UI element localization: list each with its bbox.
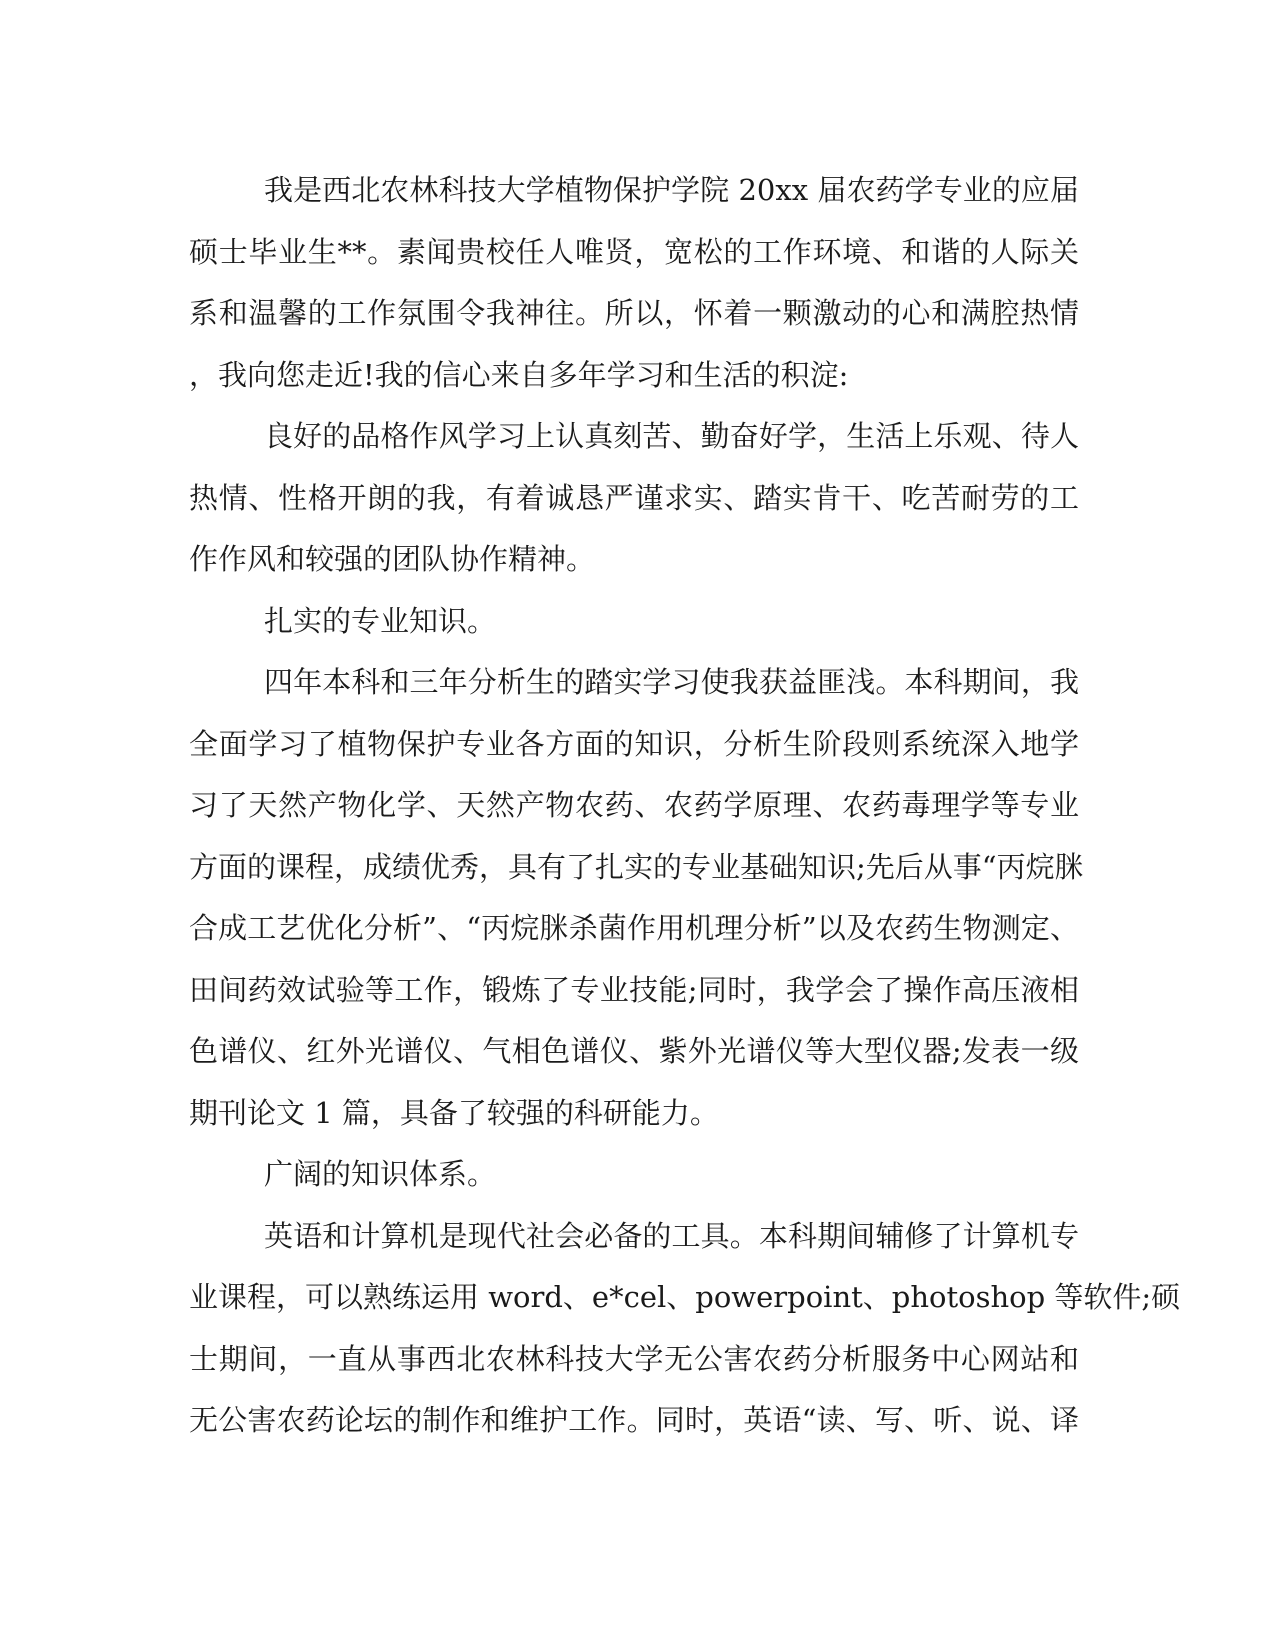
- text-line: 英语和计算机是现代社会必备的工具。本科期间辅修了计算机专: [264, 1218, 1079, 1253]
- text-line: 期刊论文 1 篇，具备了较强的科研能力。: [189, 1095, 719, 1130]
- text-line: 系和温馨的工作氛围令我神往。所以，怀着一颗激动的心和满腔热情: [189, 296, 1079, 330]
- text-line: 色谱仪、红外光谱仪、气相色谱仪、紫外光谱仪等大型仪器;发表一级: [189, 1034, 1079, 1068]
- text-line: 硕士毕业生**。素闻贵校任人唯贤，宽松的工作环境、和谐的人际关: [189, 234, 1079, 269]
- text-line: 良好的品格作风学习上认真刻苦、勤奋好学，生活上乐观、待人: [264, 419, 1079, 453]
- text-line: 热情、性格开朗的我，有着诚恳严谨求实、踏实肯干、吃苦耐劳的工: [189, 480, 1079, 515]
- text-line: 方面的课程，成绩优秀，具有了扎实的专业基础知识;先后从事“丙烷脒: [189, 849, 1084, 884]
- text-line: ，我向您走近!我的信心来自多年学习和生活的积淀:: [189, 357, 849, 392]
- document-body: [189, 160, 1181, 1452]
- text-line: 我是西北农林科技大学植物保护学院 20xx 届农药学专业的应届: [264, 173, 1079, 207]
- text-line: 习了天然产物化学、天然产物农药、农药学原理、农药毒理学等专业: [189, 788, 1079, 822]
- text-line: 田间药效试验等工作，锻炼了专业技能;同时，我学会了操作高压液相: [189, 972, 1079, 1007]
- text-line: 无公害农药论坛的制作和维护工作。同时，英语“读、写、听、说、译: [189, 1403, 1079, 1437]
- text-line: 士期间，一直从事西北农林科技大学无公害农药分析服务中心网站和: [189, 1341, 1079, 1376]
- text-line: 四年本科和三年分析生的踏实学习使我获益匪浅。本科期间，我: [264, 665, 1079, 699]
- text-line: 合成工艺优化分析”、“丙烷脒杀菌作用机理分析”以及农药生物测定、: [189, 911, 1079, 945]
- text-line: 全面学习了植物保护专业各方面的知识，分析生阶段则系统深入地学: [189, 726, 1079, 761]
- text-line: 业课程，可以熟练运用 word、e*cel、powerpoint、photoshop 等软件;硕: [189, 1280, 1181, 1314]
- text-line: 作作风和较强的团队协作精神。: [189, 542, 596, 576]
- section-heading: 广阔的知识体系。: [264, 1157, 497, 1191]
- section-heading: 扎实的专业知识。: [264, 603, 497, 638]
